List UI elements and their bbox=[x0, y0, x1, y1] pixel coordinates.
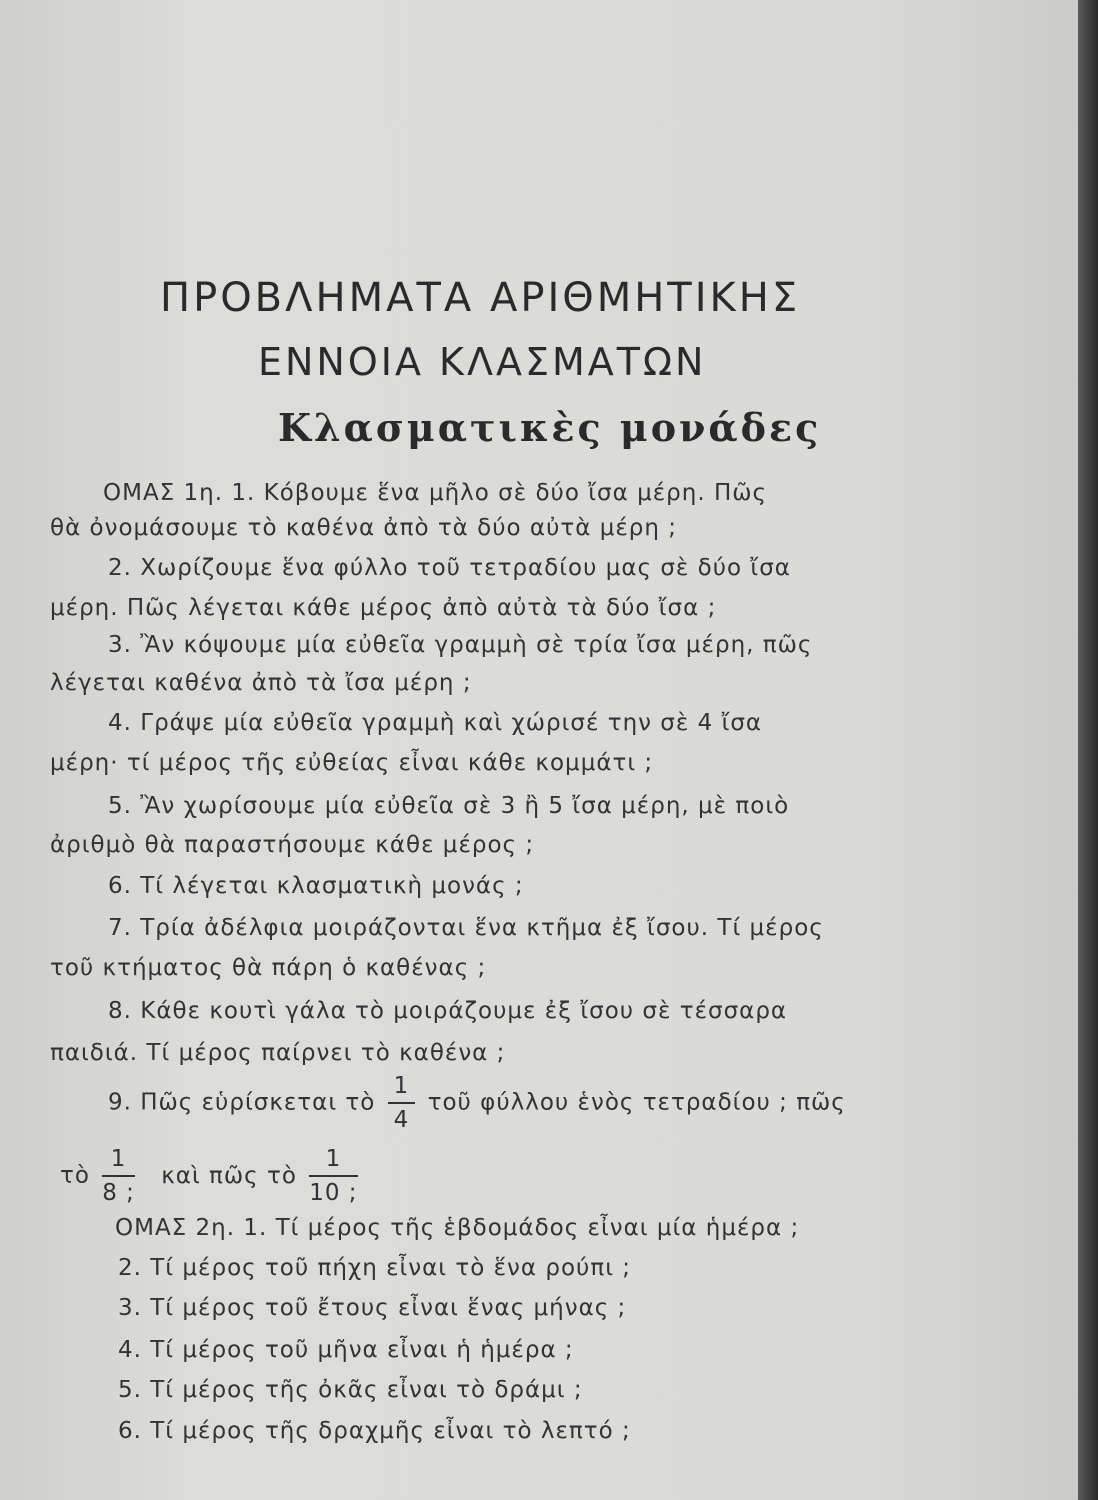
question-9-to-label: τὸ bbox=[60, 1162, 90, 1189]
fraction-denominator: 4 bbox=[393, 1107, 410, 1133]
main-title: ΠΡΟΒΛΗΜΑΤΑ ΑΡΙΘΜΗΤΙΚΗΣ bbox=[160, 275, 801, 321]
group1-line-14: 8. Κάθε κουτὶ γάλα τὸ μοιράζουμε ἐξ ἴσου σὲ τέσσαρα bbox=[108, 998, 788, 1024]
group1-line-9: 5. Ἂν χωρίσουμε μία εὐθεῖα σὲ 3 ἢ 5 ἴσα μέρη, μὲ ποιὸ bbox=[108, 793, 790, 819]
group1-line-1: ΟΜΑΣ 1η. 1. Κόβουμε ἕνα μῆλο σὲ δύο ἴσα μέρη. Πῶς bbox=[103, 480, 767, 506]
fraction-numerator: 1 bbox=[309, 1145, 357, 1177]
question-9-middle-text: καὶ πῶς τὸ bbox=[161, 1162, 297, 1189]
question-9-prefix: 9. Πῶς εὑρίσκεται τὸ bbox=[108, 1089, 376, 1116]
group1-line-15: παιδιά. Τί μέρος παίρνει τὸ καθένα ; bbox=[50, 1040, 506, 1066]
group2-line-3: 3. Τί μέρος τοῦ ἔτους εἶναι ἕνας μήνας ; bbox=[118, 1295, 627, 1321]
fraction-one-tenth bbox=[309, 1145, 357, 1207]
group2-line-2: 2. Τί μέρος τοῦ πήχη εἶναι τὸ ἕνα ρούπι ; bbox=[118, 1255, 632, 1281]
fraction-denominator: 8 ; bbox=[102, 1180, 135, 1206]
fraction-one-eighth bbox=[102, 1145, 135, 1207]
group1-line-2: θὰ ὀνομάσουμε τὸ καθένα ἀπὸ τὰ δύο αὐτὰ μέρη ; bbox=[50, 515, 677, 541]
group1-line-10: ἀριθμὸ θὰ παραστήσουμε κάθε μέρος ; bbox=[50, 832, 535, 858]
subtitle: ΕΝΝΟΙΑ ΚΛΑΣΜΑΤΩΝ bbox=[258, 340, 707, 384]
group2-line-1: ΟΜΑΣ 2η. 1. Τί μέρος τῆς ἑβδομάδος εἶναι μία ἡμέρα ; bbox=[115, 1215, 800, 1241]
question-9 bbox=[108, 1072, 846, 1134]
fraction-numerator: 1 bbox=[102, 1145, 135, 1177]
group1-line-6: λέγεται καθένα ἀπὸ τὰ ἴσα μέρη ; bbox=[50, 670, 472, 696]
group2-line-4: 4. Τί μέρος τοῦ μῆνα εἶναι ἡ ἡμέρα ; bbox=[118, 1337, 574, 1363]
question-9-suffix: τοῦ φύλλου ἑνὸς τετραδίου ; πῶς bbox=[427, 1089, 846, 1116]
group1-line-8: μέρη· τί μέρος τῆς εὐθείας εἶναι κάθε κομμάτι ; bbox=[50, 750, 654, 776]
section-title: Κλασματικὲς μονάδες bbox=[278, 405, 822, 450]
group1-line-5: 3. Ἂν κόψουμε μία εὐθεῖα γραμμὴ σὲ τρία ἴσα μέρη, πῶς bbox=[108, 632, 813, 658]
fraction-one-quarter bbox=[388, 1072, 416, 1134]
page-edge-shadow bbox=[1078, 0, 1098, 1500]
fraction-denominator: 10 ; bbox=[309, 1180, 358, 1206]
question-9-continued bbox=[60, 1145, 362, 1207]
group1-line-13: τοῦ κτήματος θὰ πάρη ὁ καθένας ; bbox=[50, 955, 487, 981]
group1-line-12: 7. Τρία ἀδέλφια μοιράζονται ἕνα κτῆμα ἐξ ἴσου. Τί μέρος bbox=[108, 915, 824, 941]
group2-line-5: 5. Τί μέρος τῆς ὀκᾶς εἶναι τὸ δράμι ; bbox=[118, 1377, 583, 1403]
group1-line-4: μέρη. Πῶς λέγεται κάθε μέρος ἀπὸ αὐτὰ τὰ δύο ἴσα ; bbox=[50, 595, 717, 621]
group2-line-6: 6. Τί μέρος τῆς δραχμῆς εἶναι τὸ λεπτό ; bbox=[118, 1418, 631, 1444]
group1-line-7: 4. Γράψε μία εὐθεῖα γραμμὴ καὶ χώρισέ την σὲ 4 ἴσα bbox=[108, 710, 763, 736]
group1-line-3: 2. Χωρίζουμε ἕνα φύλλο τοῦ τετραδίου μας σὲ δύο ἴσα bbox=[108, 555, 791, 581]
fraction-numerator: 1 bbox=[388, 1072, 416, 1104]
group1-line-11: 6. Τί λέγεται κλασματικὴ μονάς ; bbox=[108, 873, 524, 899]
